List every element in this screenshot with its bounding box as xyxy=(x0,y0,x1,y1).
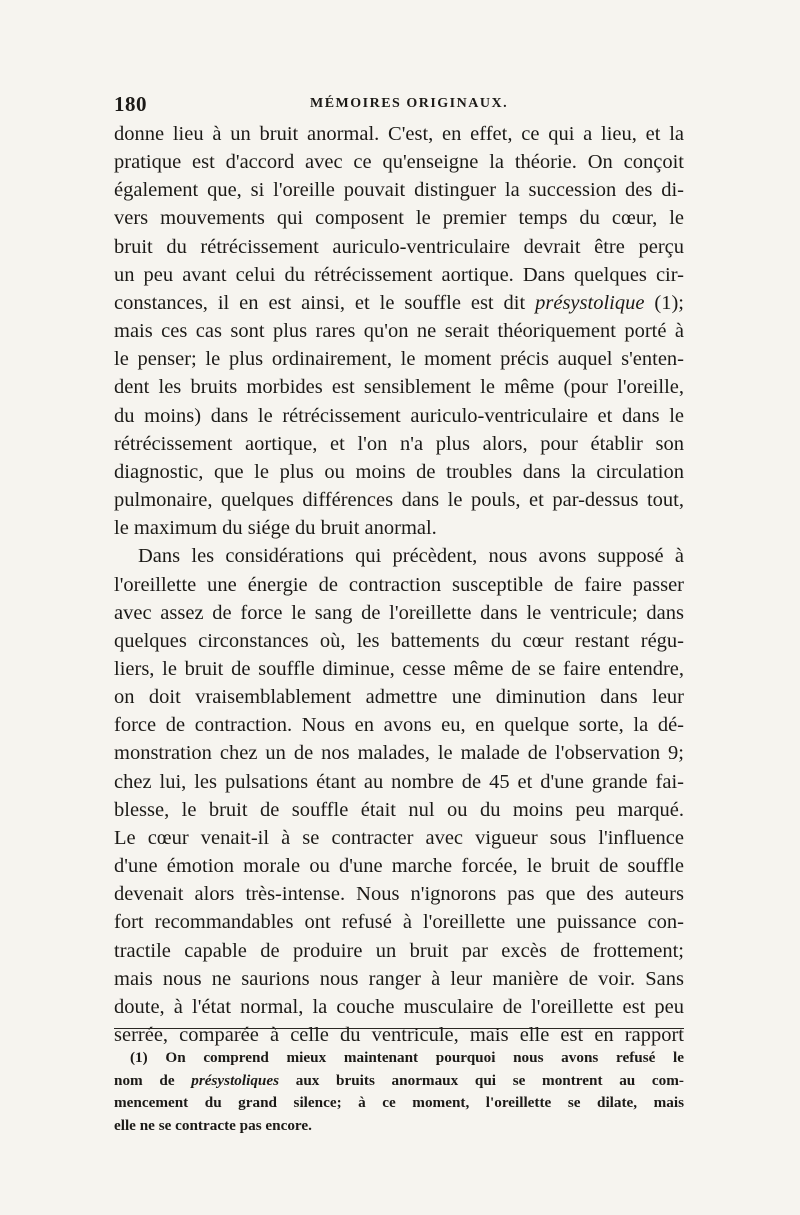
page-number: 180 xyxy=(114,92,147,116)
text-segment: aux bruits anormaux qui se montrent au com- xyxy=(279,1071,684,1089)
text-line: l'oreillette une énergie de contraction susceptible de faire passer xyxy=(114,573,684,596)
text-line: tractile capable de produire un bruit par excès de frottement; xyxy=(114,939,684,962)
footnote-rule xyxy=(114,1028,684,1029)
footnote-reference: (1); xyxy=(644,291,684,314)
term-presystoliques: présystoliques xyxy=(191,1071,280,1089)
text-line: un peu avant celui du rétrécissement aortique. Dans quelques cir- xyxy=(114,263,684,286)
text-line: vers mouvements qui composent le premier temps du cœur, le xyxy=(114,207,684,230)
text-segment: constances, il en est ainsi, et le souffle est dit xyxy=(114,291,536,314)
text-line: Dans les considérations qui précèdent, nous avons supposé à xyxy=(138,545,684,568)
text-line xyxy=(114,289,684,317)
term-presystolique: présystolique xyxy=(535,291,645,314)
text-line: pulmonaire, quelques différences dans le pouls, et par-dessus tout, xyxy=(114,489,684,512)
text-line: chez lui, les pulsations étant au nombre de 45 et d'une grande fai- xyxy=(114,770,684,793)
text-line: serrée, comparée à celle du ventricule, mais elle est en rapport xyxy=(114,1024,684,1046)
text-line: liers, le bruit de souffle diminue, cesse même de se faire entendre, xyxy=(114,657,684,680)
page-header xyxy=(114,92,684,116)
text-line: on doit vraisemblablement admettre une diminution dans leur xyxy=(114,686,684,709)
text-segment: nom de xyxy=(114,1071,192,1089)
footnote-line: elle ne se contracte pas encore. xyxy=(114,1116,312,1134)
text-line: mais ces cas sont plus rares qu'on ne serait théoriquement porté à xyxy=(114,320,684,343)
text-line: le penser; le plus ordinairement, le moment précis auquel s'enten- xyxy=(114,348,684,371)
text-line: Le cœur venait-il à se contracter avec vigueur sous l'influence xyxy=(114,826,684,849)
text-line: pratique est d'accord avec ce qu'enseigne la théorie. On conçoit xyxy=(114,151,684,174)
text-line: blesse, le bruit de souffle était nul ou du moins peu marqué. xyxy=(114,798,684,821)
text-line: mais nous ne saurions nous ranger à leur manière de voir. Sans xyxy=(114,967,684,990)
text-line: dent les bruits morbides est sensiblement le même (pour l'oreille, xyxy=(114,376,684,399)
text-line: rétrécissement aortique, et l'on n'a plus alors, pour établir son xyxy=(114,432,684,455)
text-line: également que, si l'oreille pouvait distinguer la succession des di- xyxy=(114,179,684,202)
text-line: donne lieu à un bruit anormal. C'est, en effet, ce qui a lieu, et la xyxy=(114,123,684,145)
running-head: MÉMOIRES ORIGINAUX. xyxy=(310,96,509,111)
text-line: le maximum du siége du bruit anormal. xyxy=(114,517,437,540)
footnote-line: mencement du grand silence; à ce moment, l'oreillette se dilate, mais xyxy=(114,1094,684,1111)
text-line: doute, à l'état normal, la couche musculaire de l'oreillette est peu xyxy=(114,995,684,1018)
text-line: fort recommandables ont refusé à l'oreillette une puissance con- xyxy=(114,911,684,934)
paragraph-1 xyxy=(114,120,684,542)
footnote-line: (1) On comprend mieux maintenant pourquoi nous avons refusé le xyxy=(130,1049,684,1066)
paragraph-2 xyxy=(114,542,684,1049)
text-line: bruit du rétrécissement auriculo-ventriculaire devrait être perçu xyxy=(114,235,684,258)
text-line: d'une émotion morale ou d'une marche forcée, le bruit de souffle xyxy=(114,855,684,878)
text-line: monstration chez un de nos malades, le malade de l'observation 9; xyxy=(114,742,684,765)
text-line: du moins) dans le rétrécissement auriculo-ventriculaire et dans le xyxy=(114,404,684,427)
text-line: quelques circonstances où, les battements du cœur restant régu- xyxy=(114,629,684,652)
text-line: avec assez de force le sang de l'oreillette dans le ventricule; dans xyxy=(114,601,684,624)
text-line: devenait alors très-intense. Nous n'ignorons pas que des auteurs xyxy=(114,883,684,906)
body-text xyxy=(114,120,684,1049)
footnote xyxy=(114,1047,684,1137)
text-line: diagnostic, que le plus ou moins de troubles dans la circulation xyxy=(114,460,684,483)
footnote-line xyxy=(114,1070,684,1093)
text-line: force de contraction. Nous en avons eu, en quelque sorte, la dé- xyxy=(114,714,684,737)
